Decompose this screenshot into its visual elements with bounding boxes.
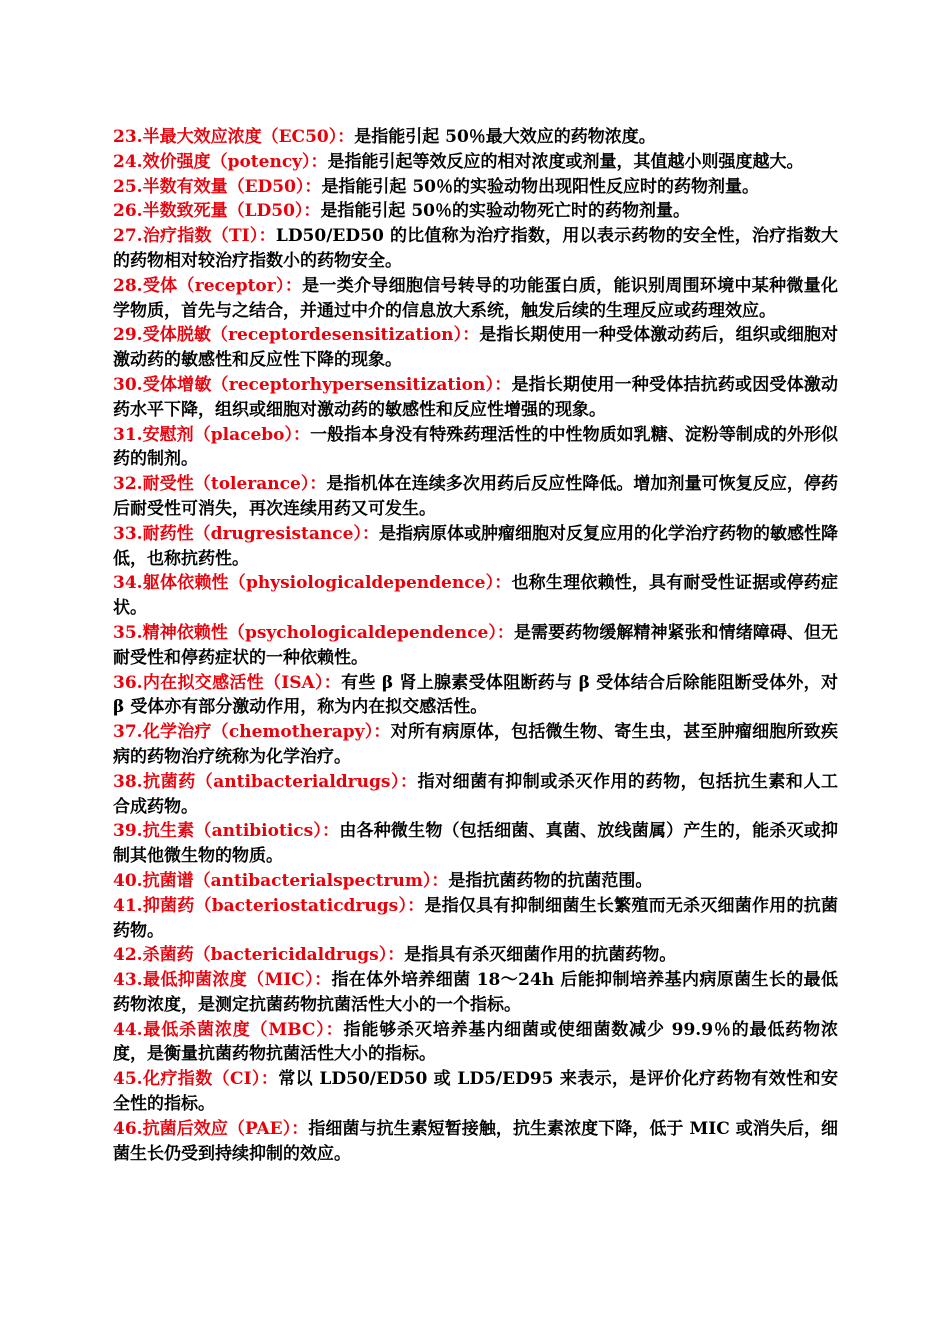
glossary-term: 41.抑菌药（bacteriostaticdrugs）： xyxy=(113,895,425,916)
glossary-entry xyxy=(113,199,838,224)
glossary-term: 40.抗菌谱（antibacterialspectrum）： xyxy=(113,870,449,891)
glossary-entry xyxy=(113,720,838,770)
glossary-definition: 由各种微生物（包括细菌、真菌、放线菌属）产生的，能杀灭或抑制其他微生物的物质。 xyxy=(113,821,838,867)
glossary-entry xyxy=(113,621,838,671)
glossary-term: 33.耐药性（drugresistance）： xyxy=(113,523,379,544)
glossary-term: 35.精神依赖性（psychologicaldependence）： xyxy=(113,622,514,643)
glossary-term: 30.受体增敏（receptorhypersensitization）： xyxy=(113,374,512,395)
glossary-term: 29.受体脱敏（receptordesensitization）： xyxy=(113,325,480,346)
glossary-entry xyxy=(113,373,838,423)
glossary-entry xyxy=(113,125,838,150)
glossary-definition: 是指抗菌药物的抗菌范围。 xyxy=(448,870,653,891)
glossary-definition: 指细菌与抗生素短暂接触，抗生素浓度下降，低于 MIC 或消失后，细菌生长仍受到持续抑制的效应。 xyxy=(113,1118,838,1164)
glossary-term: 36.内在拟交感活性（ISA）： xyxy=(113,672,342,693)
glossary-term: 46.抗菌后效应（PAE）： xyxy=(113,1118,309,1139)
glossary-term: 28.受体（receptor）： xyxy=(113,275,303,296)
glossary-term: 25.半数有效量（ED50）： xyxy=(113,176,322,197)
glossary-term: 44.最低杀菌浓度（MBC）： xyxy=(113,1019,344,1040)
glossary-entry xyxy=(113,1117,838,1167)
glossary-term: 34.躯体依赖性（physiologicaldependence）： xyxy=(113,573,512,594)
glossary-entry xyxy=(113,869,838,894)
glossary-entry xyxy=(113,323,838,373)
glossary-term: 24.效价强度（potency）： xyxy=(113,151,328,172)
glossary-term: 31.安慰剂（placebo）： xyxy=(113,424,311,445)
glossary-definition: LD50/ED50 的比值称为治疗指数，用以表示药物的安全性，治疗指数大的药物相对较治疗指数小的药物安全。 xyxy=(113,226,838,271)
glossary-term: 39.抗生素（antibiotics）： xyxy=(113,821,340,842)
glossary-definition: 指在体外培养细菌 18～24h 后能抑制培养基内病原菌生长的最低药物浓度，是测定抗菌药物抗菌活性大小的一个指标。 xyxy=(113,970,838,1015)
glossary-term: 42.杀菌药（bactericidaldrugs）： xyxy=(113,945,405,966)
glossary-term: 23.半最大效应浓度（EC50）： xyxy=(113,127,355,147)
glossary-definition: 是指具有杀灭细菌作用的抗菌药物。 xyxy=(404,945,677,966)
glossary-definition: 是指长期使用一种受体激动药后，组织或细胞对激动药的敏感性和反应性下降的现象。 xyxy=(113,325,838,371)
glossary-definition: 是指仅具有抑制细菌生长繁殖而无杀灭细菌作用的抗菌药物。 xyxy=(113,895,839,941)
glossary-term: 45.化疗指数（CI）： xyxy=(113,1069,279,1090)
glossary-definition: 是指能引起等效反应的相对浓度或剂量，其值越小则强度越大。 xyxy=(327,151,804,172)
glossary-entry xyxy=(113,968,838,1018)
glossary-entry xyxy=(113,472,838,522)
glossary-definition: 是指机体在连续多次用药后反应性降低。增加剂量可恢复反应，停药后耐受性可消失，再次连续用药又可发生。 xyxy=(113,474,838,519)
glossary-entry xyxy=(113,224,838,274)
glossary-entry xyxy=(113,894,838,944)
glossary-term: 37.化学治疗（chemotherapy）： xyxy=(113,722,391,743)
glossary-definition: 是指能引起 50％的实验动物死亡时的药物剂量。 xyxy=(320,201,691,222)
glossary-term: 43.最低抑菌浓度（MIC）： xyxy=(113,970,332,991)
glossary-entry xyxy=(113,1018,838,1068)
glossary-term: 32.耐受性（tolerance）： xyxy=(113,474,327,495)
glossary-definition: 对所有病原体，包括微生物、寄生虫，甚至肿瘤细胞所致疾病的药物治疗统称为化学治疗。 xyxy=(113,722,838,767)
glossary-entry xyxy=(113,423,838,473)
glossary-definition: 是一类介导细胞信号转导的功能蛋白质，能识别周围环境中某种微量化学物质，首先与之结合，并通过中介的信息放大系统，触发后续的生理反应或药理效应。 xyxy=(113,275,838,321)
glossary-definition: 是指能引起 50％的实验动物出现阳性反应时的药物剂量。 xyxy=(321,176,760,197)
glossary-definition: 是指能引起 50％最大效应的药物浓度。 xyxy=(354,127,656,147)
glossary-definition: 一般指本身没有特殊药理活性的中性物质如乳糖、淀粉等制成的外形似药的制剂。 xyxy=(113,424,839,470)
glossary-entry xyxy=(113,571,838,621)
glossary-definition: 是指长期使用一种受体拮抗药或因受体激动药水平下降，组织或细胞对激动药的敏感性和反应性增强的现象。 xyxy=(113,374,839,420)
glossary-list xyxy=(113,125,838,1166)
glossary-definition: 有些 β 肾上腺素受体阻断药与 β 受体结合后除能阻断受体外，对 β 受体亦有部分激动作用，称为内在拟交感活性。 xyxy=(113,672,838,718)
glossary-definition: 指能够杀灭培养基内细菌或使细菌数减少 99.9％的最低药物浓度，是衡量抗菌药物抗菌活性大小的指标。 xyxy=(113,1019,839,1065)
glossary-definition: 也称生理依赖性，具有耐受性证据或停药症状。 xyxy=(113,573,838,619)
glossary-entry xyxy=(113,175,838,200)
glossary-entry xyxy=(113,770,838,820)
glossary-definition: 是指病原体或肿瘤细胞对反复应用的化学治疗药物的敏感性降低，也称抗药性。 xyxy=(113,523,838,569)
glossary-definition: 常以 LD50/ED50 或 LD5/ED95 来表示，是评价化疗药物有效性和安全性的指标。 xyxy=(113,1069,838,1115)
glossary-entry xyxy=(113,671,838,721)
glossary-term: 38.抗菌药（antibacterialdrugs）： xyxy=(113,771,418,792)
glossary-page xyxy=(113,125,838,1166)
glossary-entry xyxy=(113,943,838,968)
glossary-term: 26.半数致死量（LD50）： xyxy=(113,201,321,222)
glossary-definition: 是需要药物缓解精神紧张和情绪障碍、但无耐受性和停药症状的一种依赖性。 xyxy=(113,622,839,668)
glossary-entry xyxy=(113,150,838,175)
glossary-entry xyxy=(113,819,838,869)
glossary-entry xyxy=(113,1067,838,1117)
glossary-definition: 指对细菌有抑制或杀灭作用的药物，包括抗生素和人工合成药物。 xyxy=(113,771,839,817)
glossary-term: 27.治疗指数（TI）： xyxy=(113,226,276,247)
glossary-entry xyxy=(113,274,838,324)
glossary-entry xyxy=(113,522,838,572)
